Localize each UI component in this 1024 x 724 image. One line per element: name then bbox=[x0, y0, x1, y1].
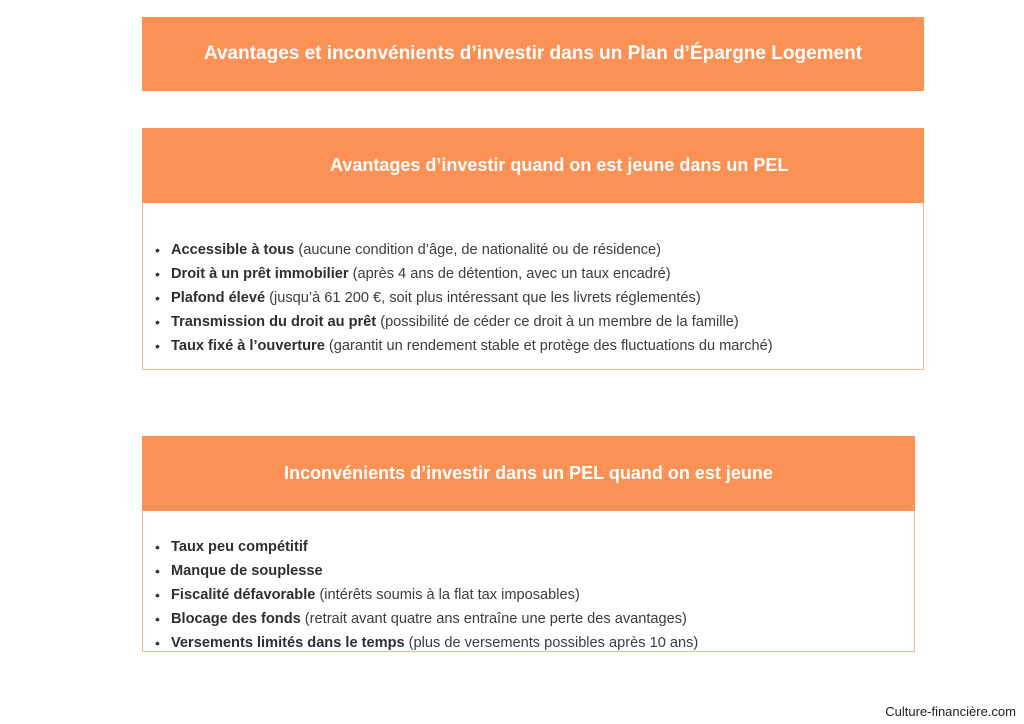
item-detail: (retrait avant quatre ans entraîne une perte des avantages) bbox=[300, 611, 687, 627]
item-label: Fiscalité défavorable bbox=[171, 587, 316, 603]
bullet-icon: • bbox=[155, 338, 160, 354]
item-detail: (plus de versements possibles après 10 ans) bbox=[404, 635, 699, 651]
page-title: Avantages et inconvénients d’investir dans un Plan d’Épargne Logement bbox=[142, 17, 924, 91]
source-credit: Culture-financière.com bbox=[885, 704, 1016, 719]
list-item bbox=[153, 559, 698, 583]
advantages-panel bbox=[142, 128, 924, 370]
list-item bbox=[153, 238, 773, 262]
bullet-icon: • bbox=[155, 290, 160, 306]
list-item bbox=[153, 286, 773, 310]
bullet-icon: • bbox=[155, 539, 160, 555]
item-detail: (garantit un rendement stable et protège des fluctuations du marché) bbox=[324, 338, 773, 354]
item-label: Taux fixé à l’ouverture bbox=[171, 338, 325, 354]
disadvantages-list bbox=[153, 535, 698, 655]
bullet-icon: • bbox=[155, 242, 160, 258]
list-item bbox=[153, 262, 773, 286]
item-label: Manque de souplesse bbox=[171, 563, 323, 579]
disadvantages-header: Inconvénients d’investir dans un PEL quand on est jeune bbox=[142, 436, 915, 511]
list-item bbox=[153, 310, 773, 334]
bullet-icon: • bbox=[155, 314, 160, 330]
list-item bbox=[153, 607, 698, 631]
bullet-icon: • bbox=[155, 266, 160, 282]
list-item bbox=[153, 583, 698, 607]
item-detail: (intérêts soumis à la flat tax imposables) bbox=[315, 587, 580, 603]
bullet-icon: • bbox=[155, 635, 160, 651]
list-item bbox=[153, 631, 698, 655]
item-label: Transmission du droit au prêt bbox=[171, 314, 377, 330]
bullet-icon: • bbox=[155, 563, 160, 579]
item-label: Droit à un prêt immobilier bbox=[171, 266, 349, 282]
disadvantages-panel bbox=[142, 436, 915, 652]
item-detail: (aucune condition d’âge, de nationalité ou de résidence) bbox=[294, 242, 662, 258]
item-label: Taux peu compétitif bbox=[171, 539, 308, 555]
item-detail: (jusqu’à 61 200 €, soit plus intéressant que les livrets réglementés) bbox=[265, 290, 701, 306]
item-label: Blocage des fonds bbox=[171, 611, 301, 627]
item-label: Accessible à tous bbox=[171, 242, 295, 258]
bullet-icon: • bbox=[155, 587, 160, 603]
item-label: Versements limités dans le temps bbox=[171, 635, 405, 651]
list-item bbox=[153, 334, 773, 358]
item-detail: (après 4 ans de détention, avec un taux encadré) bbox=[348, 266, 671, 282]
bullet-icon: • bbox=[155, 611, 160, 627]
advantages-header: Avantages d’investir quand on est jeune dans un PEL bbox=[142, 128, 924, 203]
item-label: Plafond élevé bbox=[171, 290, 266, 306]
list-item bbox=[153, 535, 698, 559]
item-detail: (possibilité de céder ce droit à un membre de la famille) bbox=[376, 314, 739, 330]
advantages-list bbox=[153, 238, 773, 358]
